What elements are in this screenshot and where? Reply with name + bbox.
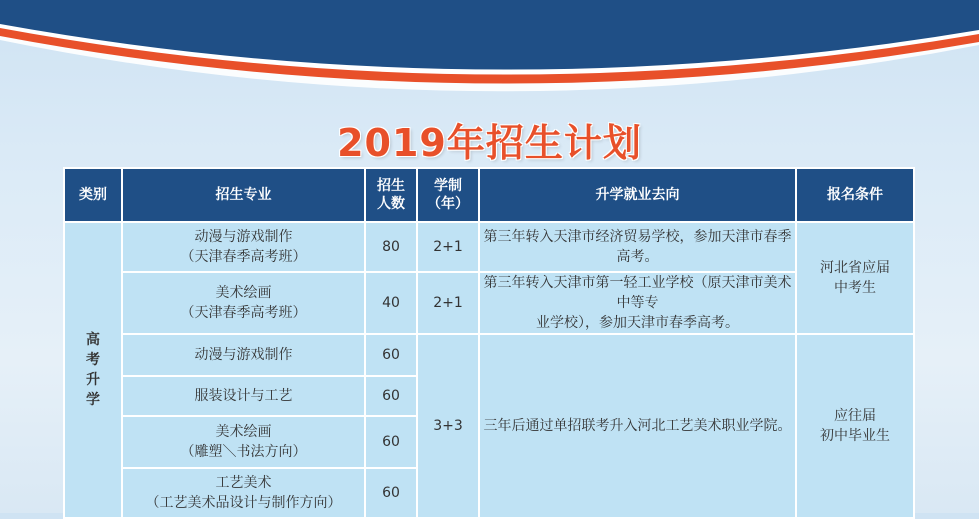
major-note: （天津春季高考班） [180,249,307,265]
destination-line2: 业学校），参加天津市春季高考。 [536,315,739,331]
duration-cell: 3+3 [417,334,479,518]
category-cell [64,222,122,518]
major-cell [122,272,365,334]
requirement-line2: 初中毕业生 [820,428,890,444]
header-duration [417,168,479,222]
requirement-line2: 中考生 [834,280,876,296]
table-row [64,222,914,272]
requirement-cell [796,222,914,334]
header-banner [0,0,979,110]
table-row [64,334,914,376]
category-char: 考 [86,352,100,368]
header-destination: 升学就业去向 [479,168,796,222]
major-name: 美术绘画 [215,424,272,440]
header-count-line2: 人数 [377,196,405,212]
header-duration-line1: 学制 [434,178,462,194]
category-char: 学 [86,392,100,408]
count-cell: 40 [365,272,417,334]
major-name: 美术绘画 [215,285,272,301]
major-cell [122,468,365,518]
major-cell: 动漫与游戏制作 [122,334,365,376]
major-name: 动漫与游戏制作 [194,229,293,245]
header-count [365,168,417,222]
duration-cell: 2+1 [417,272,479,334]
table-row [64,272,914,334]
count-cell: 60 [365,334,417,376]
destination-cell: 三年后通过单招联考升入河北工艺美术职业学院。 [479,334,796,518]
destination-cell [479,272,796,334]
major-cell [122,416,365,468]
duration-cell: 2+1 [417,222,479,272]
enrollment-plan-table [63,167,915,519]
category-char: 升 [86,372,100,388]
major-cell: 服装设计与工艺 [122,376,365,416]
destination-line1: 第三年转入天津市第一轻工业学校（原天津市美术中等专 [483,275,792,311]
requirement-line1: 河北省应届 [820,260,890,276]
header-count-line1: 招生 [377,178,405,194]
count-cell: 80 [365,222,417,272]
table-header-row [64,168,914,222]
count-cell: 60 [365,376,417,416]
major-note: （雕塑＼书法方向） [180,444,307,460]
header-duration-line2: （年） [427,196,469,212]
destination-cell: 第三年转入天津市经济贸易学校，参加天津市春季高考。 [479,222,796,272]
header-requirement: 报名条件 [796,168,914,222]
major-note: （天津春季高考班） [180,305,307,321]
page-title: 2019年招生计划 [337,121,642,165]
requirement-cell [796,334,914,518]
major-note: （工艺美术品设计与制作方向） [145,495,342,511]
requirement-line1: 应往届 [834,408,876,424]
major-cell [122,222,365,272]
count-cell: 60 [365,468,417,518]
category-char: 高 [86,332,100,348]
header-category: 类别 [64,168,122,222]
header-major: 招生专业 [122,168,365,222]
count-cell: 60 [365,416,417,468]
major-name: 工艺美术 [215,475,272,491]
